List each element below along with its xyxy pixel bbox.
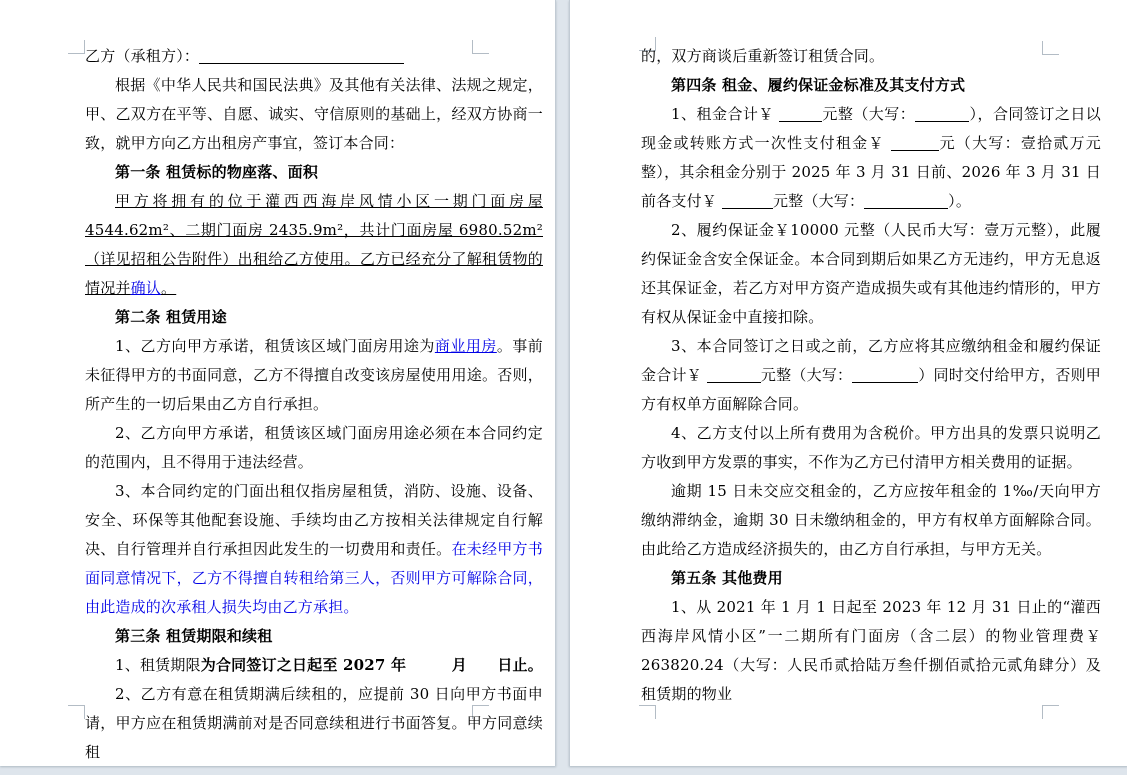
text-run: 的，双方商谈后重新签订租赁合同。 bbox=[641, 47, 885, 65]
paragraph bbox=[85, 651, 543, 680]
clause-heading bbox=[85, 158, 543, 187]
text-run: 根据《中华人民共和国民法典》及其他有关法律、法规之规定，甲、乙双方在平等、自愿、诚实、守信原则的基础上，经双方协商一致，就甲方向乙方出租房产事宜，签订本合同： bbox=[85, 76, 543, 152]
text-run: 元整（大写： bbox=[760, 366, 853, 384]
text-run: 甲方将拥有的位于灌西西海岸风情小区一期门面房屋 4544.62m²、二期门面房 2435.9m²，共计门面房屋 6980.52m²（详见招租公告附件）出租给乙方使用。乙方已经充分了解租赁物的情况并 bbox=[85, 192, 543, 297]
blank-underline-field bbox=[199, 48, 404, 64]
text-run: 第五条 其他费用 bbox=[671, 569, 783, 587]
text-run: 第三条 租赁期限和续租 bbox=[115, 627, 273, 645]
text-run: 1、租赁期限 bbox=[115, 656, 201, 674]
blank-underline-field bbox=[779, 106, 822, 122]
text-run: 为合同签订之日起至 2027 年 月 日止。 bbox=[200, 656, 543, 674]
paragraph bbox=[85, 680, 543, 767]
text-run: 2、履约保证金￥10000 元整（人民币大写：壹万元整），此履约保证金含安全保证金。本合同到期后如果乙方无违约，甲方无息返还其保证金，若乙方对甲方资产造成损失或有其他违约情形的，甲方有权从保证金中直接扣除。 bbox=[641, 221, 1101, 326]
blank-underline-field bbox=[891, 135, 939, 151]
paragraph bbox=[641, 477, 1101, 564]
text-run: 1、乙方向甲方承诺，租赁该区域门面房用途为 bbox=[115, 337, 435, 355]
paragraph bbox=[85, 419, 543, 477]
paragraph bbox=[85, 332, 543, 419]
clause-heading bbox=[641, 71, 1101, 100]
text-run: ）同时交付给甲方，否则甲方有权单方面解除合同。 bbox=[641, 366, 1102, 413]
paragraph bbox=[641, 332, 1101, 419]
text-run: ），合同签订之日以现金或转账方式一次性支付租金￥ bbox=[641, 105, 1101, 152]
text-run: 第四条 租金、履约保证金标准及其支付方式 bbox=[671, 76, 966, 94]
paragraph bbox=[641, 419, 1101, 477]
clause-heading bbox=[85, 622, 543, 651]
text-run: 第二条 租赁用途 bbox=[115, 308, 227, 326]
text-run: 逾期 15 日未交应交租金的，乙方应按年租金的 1‰/天向甲方缴纳滞纳金，逾期 30 日未缴纳租金的，甲方有权单方面解除合同。由此给乙方造成经济损失的，由乙方自行承担，与甲方无关。 bbox=[641, 482, 1101, 558]
text-run: 3、本合同约定的门面出租仅指房屋租赁，消防、设施、设备、安全、环保等其他配套设施、手续均由乙方按相关法律规定自行解决、自行管理并自行承担因此发生的一切费用和责任。 bbox=[85, 482, 543, 558]
paragraph bbox=[85, 42, 543, 71]
clause-heading bbox=[85, 303, 543, 332]
blank-underline-field bbox=[915, 106, 969, 122]
paragraph bbox=[641, 216, 1101, 332]
paragraph bbox=[641, 42, 1101, 71]
text-run: 乙方（承租方）： bbox=[85, 47, 200, 65]
page-right bbox=[569, 0, 1127, 766]
text-run: ）。 bbox=[948, 192, 972, 210]
paragraph bbox=[85, 71, 543, 158]
text-run: 3、本合同签订之日或之前，乙方应将其应缴纳租金和履约保证金合计￥ bbox=[641, 337, 1101, 384]
page-left-text-area bbox=[85, 42, 543, 767]
clause-heading bbox=[641, 564, 1101, 593]
paragraph bbox=[85, 187, 543, 303]
paragraph bbox=[85, 477, 543, 622]
link-text: 在未经甲方书面同意情况下，乙方不得擅自转租给第三人，否则甲方可解除合同，由此造成的次承租人损失均由乙方承担。 bbox=[85, 540, 543, 616]
text-run: 1、租金合计￥ bbox=[671, 105, 780, 123]
blank-underline-field bbox=[852, 367, 918, 383]
blank-underline-field bbox=[722, 193, 773, 209]
text-run: 。事前未征得甲方的书面同意，乙方不得擅自改变该房屋使用用途。否则，所产生的一切后果由乙方自行承担。 bbox=[85, 337, 543, 413]
text-run: 。 bbox=[161, 279, 177, 297]
paragraph bbox=[641, 593, 1101, 709]
paragraph bbox=[641, 100, 1101, 216]
link-text: 确认 bbox=[130, 279, 162, 297]
text-run: 4、乙方支付以上所有费用为含税价。甲方出具的发票只说明乙方收到甲方发票的事实，不作为乙方已付清甲方相关费用的证据。 bbox=[641, 424, 1101, 471]
link-text: 商业用房 bbox=[434, 337, 497, 355]
text-run: 元整（大写： bbox=[822, 105, 916, 123]
blank-underline-field bbox=[707, 367, 761, 383]
page-left bbox=[0, 0, 556, 766]
text-run: 2、乙方向甲方承诺，租赁该区域门面房用途必须在本合同约定的范围内，且不得用于违法经营。 bbox=[85, 424, 543, 471]
blank-underline-field bbox=[864, 193, 948, 209]
text-run: 2、乙方有意在租赁期满后续租的，应提前 30 日向甲方书面申请，甲方应在租赁期满前对是否同意续租进行书面答复。甲方同意续租 bbox=[85, 685, 543, 761]
crop-mark-bottom-left-icon bbox=[68, 705, 85, 719]
text-run: 元（大写：壹拾贰万元整），其余租金分别于 2025 年 3 月 31 日前、2026 年 3 月 31 日前各支付￥ bbox=[641, 134, 1101, 210]
text-run: 元整（大写： bbox=[772, 192, 865, 210]
text-run: 1、从 2021 年 1 月 1 日起至 2023 年 12 月 31 日止的“灌西西海岸风情小区”一二期所有门面房（含二层）的物业管理费￥ 263820.24（大写：人民币贰拾陆万叁仟捌佰贰拾元贰角肆分）及租赁期的物业 bbox=[641, 598, 1101, 703]
text-run: 第一条 租赁标的物座落、面积 bbox=[115, 163, 319, 181]
page-right-text-area bbox=[641, 42, 1101, 709]
crop-mark-top-left-icon bbox=[68, 40, 85, 54]
